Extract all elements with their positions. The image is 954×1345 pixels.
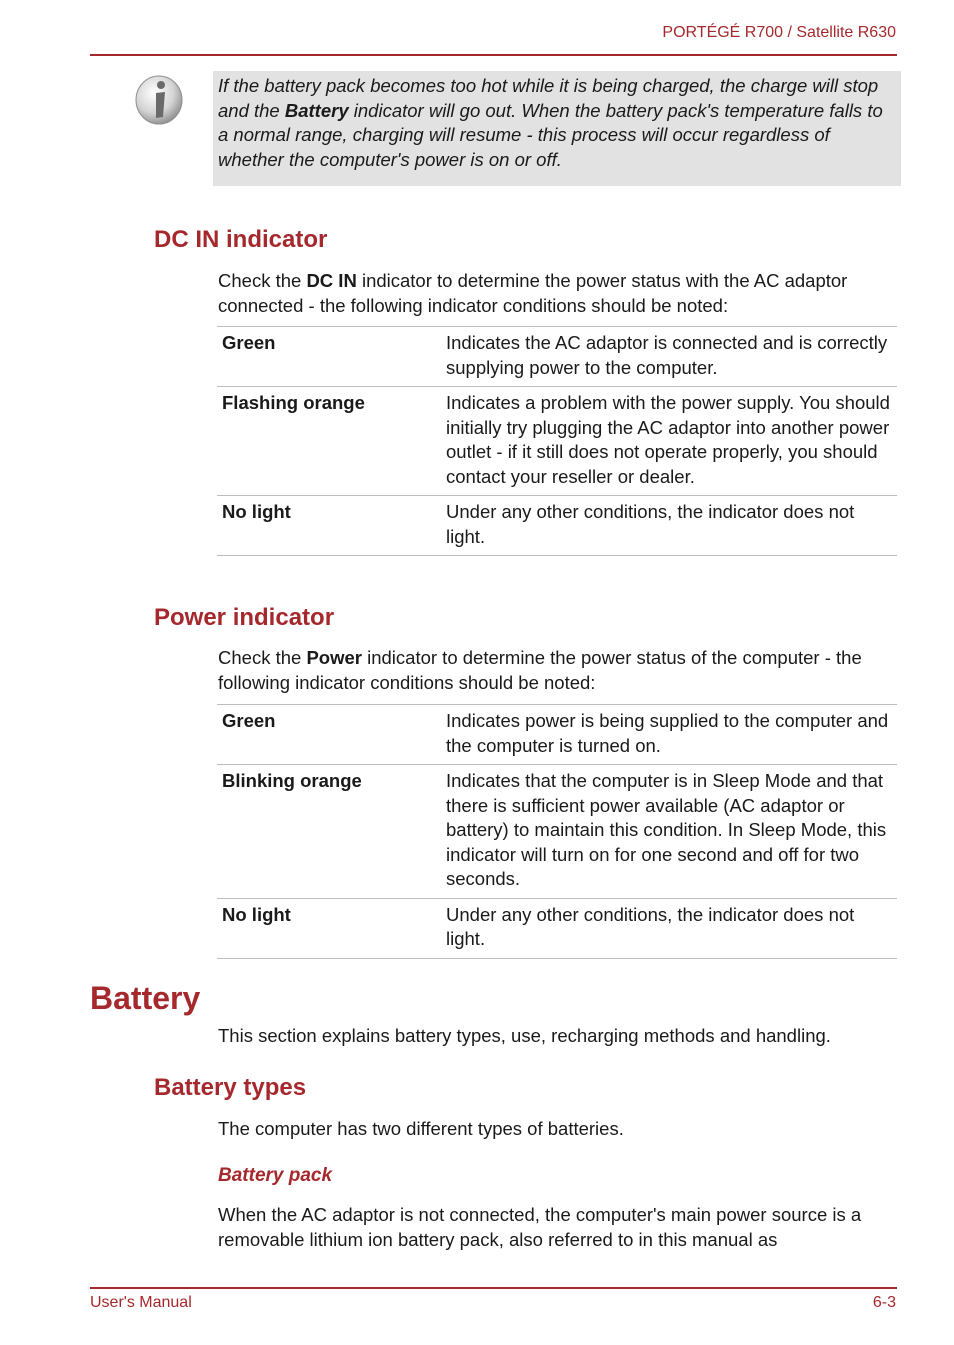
dc-in-intro: [218, 269, 898, 318]
power-intro: [218, 646, 898, 695]
indicator-state: Green: [217, 705, 441, 765]
section-heading-dc-in: DC IN indicator: [154, 226, 328, 253]
indicator-state: No light: [217, 898, 441, 958]
intro-text: indicator to determine the power status with the AC adaptor connected - the following indicator conditions should be noted:: [218, 270, 848, 316]
subheading-battery-pack: Battery pack: [218, 1165, 333, 1186]
indicator-description: Indicates a problem with the power supply. You should initially try plugging the AC adaptor into another power outlet - if it still does not operate properly, you should contact your reseller or dealer.: [441, 387, 897, 496]
header-title: PORTÉGÉ R700 / Satellite R630: [662, 24, 896, 41]
info-icon: [134, 73, 184, 125]
indicator-description: Indicates power is being supplied to the computer and the computer is turned on.: [441, 705, 897, 765]
table-row: [217, 496, 897, 556]
intro-text: indicator to determine the power status of the computer - the following indicator conditions should be noted:: [218, 647, 862, 693]
indicator-description: Under any other conditions, the indicator does not light.: [441, 496, 897, 556]
note-text-part: If the battery pack becomes too hot while it is being charged, the charge will stop and the: [218, 75, 879, 121]
footer-manual-title: User's Manual: [90, 1294, 192, 1311]
table-row: [217, 765, 897, 899]
indicator-description: Indicates that the computer is in Sleep Mode and that there is sufficient power available (AC adaptor or battery) to maintain this condition. In Sleep Mode, this indicator will turn on for one second and off for two seconds.: [441, 765, 897, 899]
table-row: [217, 327, 897, 387]
indicator-state: No light: [217, 496, 441, 556]
table-row: [217, 387, 897, 496]
section-heading-battery-types: Battery types: [154, 1074, 307, 1101]
chapter-heading-battery: Battery: [90, 980, 201, 1016]
intro-text: Check the: [218, 647, 307, 668]
battery-pack-text: When the AC adaptor is not connected, the computer's main power source is a removable lithium ion battery pack, also referred to in this manual as: [218, 1204, 862, 1250]
section-heading-power: Power indicator: [154, 604, 335, 631]
table-row: [217, 705, 897, 765]
indicator-state: Green: [217, 327, 441, 387]
battery-intro: This section explains battery types, use, recharging methods and handling.: [218, 1025, 831, 1046]
intro-bold: Power: [306, 647, 362, 668]
indicator-description: Indicates the AC adaptor is connected and is correctly supplying power to the computer.: [441, 327, 897, 387]
intro-text: Check the: [218, 270, 307, 291]
note-box: [213, 71, 901, 186]
indicator-state: Flashing orange: [217, 387, 441, 496]
dc-in-table: [217, 326, 897, 556]
note-bold-term: Battery: [284, 99, 349, 121]
header-rule: [90, 54, 897, 56]
page-number: 6-3: [872, 1294, 896, 1311]
table-row: [217, 898, 897, 958]
indicator-description: Under any other conditions, the indicator does not light.: [441, 898, 897, 958]
note-text-part: indicator will go out. When the battery pack's temperature falls to a normal range, charging will resume - this process will occur regardless of whether the computer's power is on or off.: [218, 99, 883, 170]
power-table: [217, 704, 897, 959]
footer-rule: [90, 1287, 897, 1289]
intro-bold: DC IN: [306, 270, 357, 291]
note-text: [218, 74, 898, 172]
indicator-state: Blinking orange: [217, 765, 441, 899]
battery-types-intro: The computer has two different types of batteries.: [218, 1118, 624, 1139]
